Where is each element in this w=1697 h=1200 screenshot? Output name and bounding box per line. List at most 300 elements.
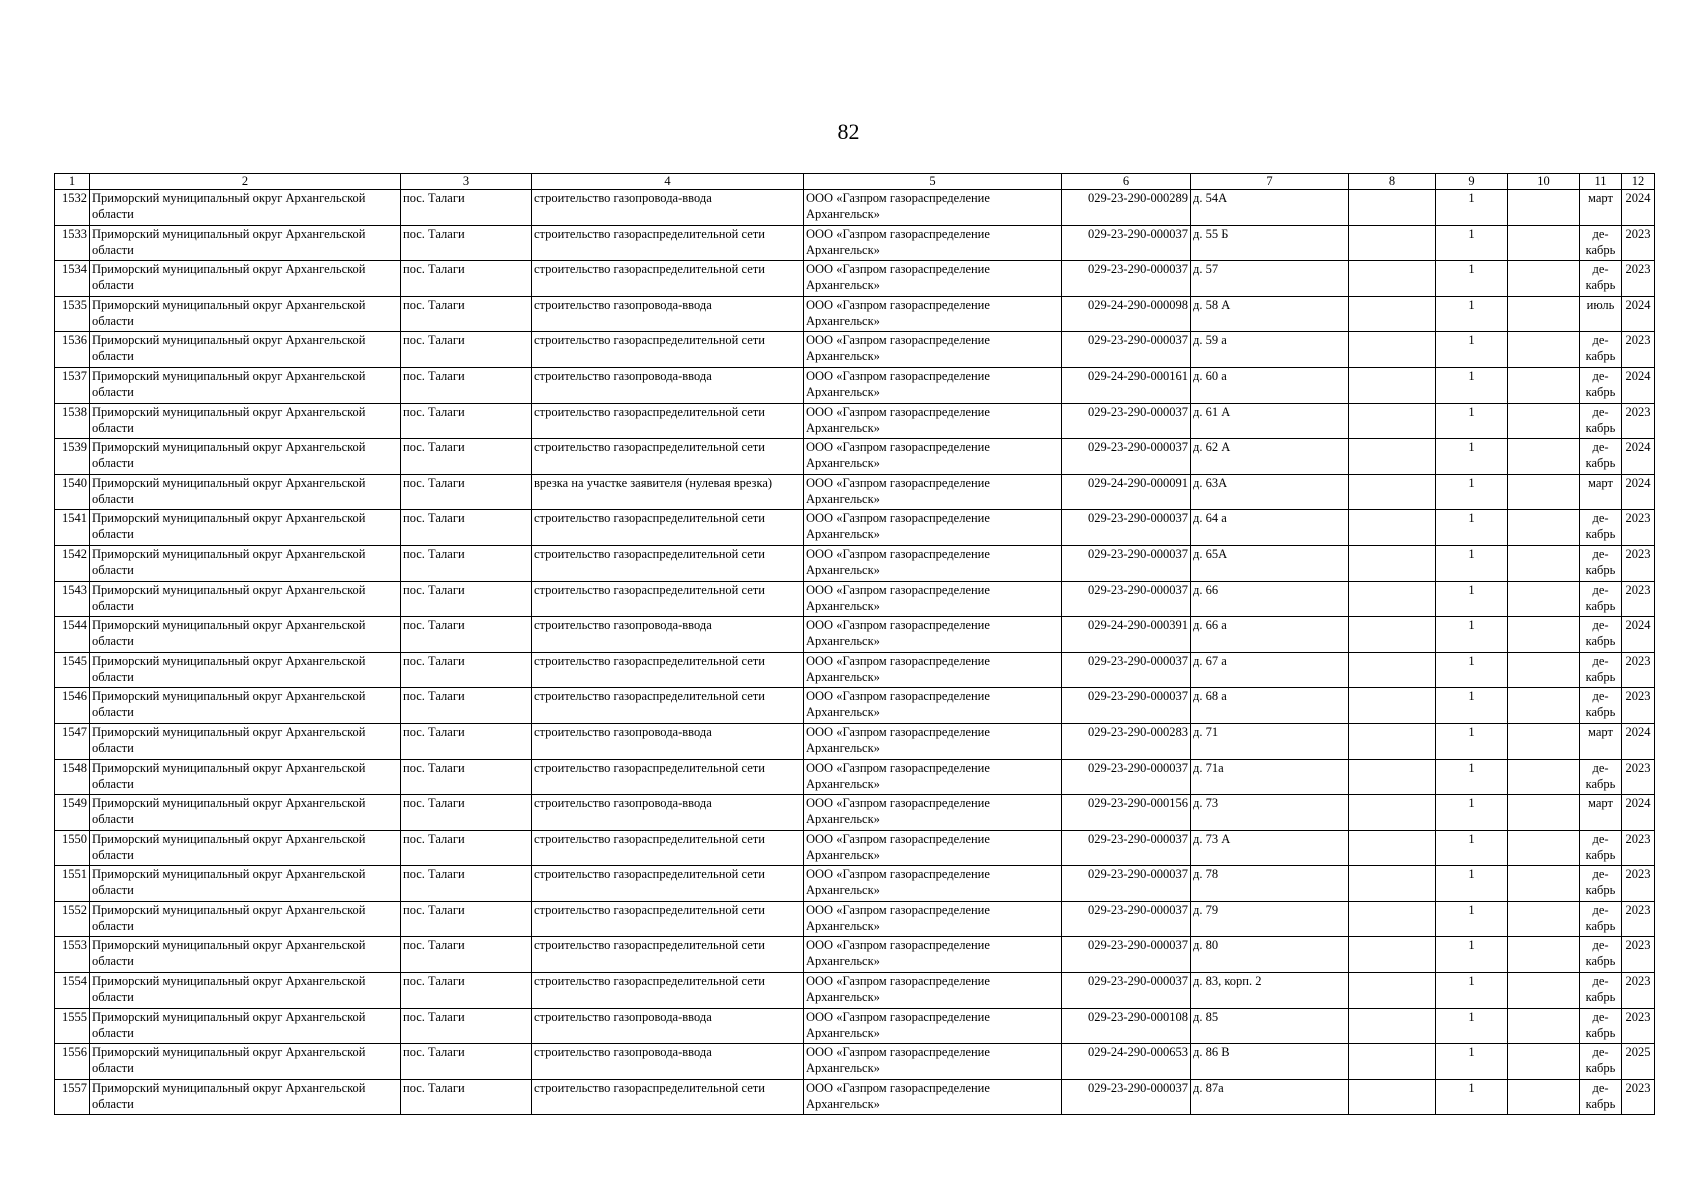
- settlement-cell: пос. Талаги: [401, 1044, 532, 1080]
- count-cell: 1: [1436, 901, 1508, 937]
- organization-cell: ООО «Газпром газораспределение Архангельск»: [804, 652, 1062, 688]
- month-cell: де-кабрь: [1580, 225, 1622, 261]
- settlement-cell: пос. Талаги: [401, 225, 532, 261]
- column-10-cell: [1508, 439, 1580, 475]
- work-type-cell: строительство газораспределительной сети: [532, 901, 804, 937]
- municipality-cell: Приморский муниципальный округ Архангельской области: [90, 759, 401, 795]
- application-code-cell: 029-23-290-000283: [1062, 723, 1191, 759]
- work-type-cell: строительство газораспределительной сети: [532, 830, 804, 866]
- address-cell: д. 62 А: [1191, 439, 1349, 475]
- address-cell: д. 80: [1191, 937, 1349, 973]
- table-body: [55, 190, 1655, 1115]
- work-type-cell: строительство газораспределительной сети: [532, 652, 804, 688]
- table-row: [55, 474, 1655, 510]
- organization-cell: ООО «Газпром газораспределение Архангельск»: [804, 1044, 1062, 1080]
- month-cell: де-кабрь: [1580, 1008, 1622, 1044]
- column-8-cell: [1349, 937, 1436, 973]
- municipality-cell: Приморский муниципальный округ Архангельской области: [90, 190, 401, 226]
- column-header-1: 1: [55, 174, 90, 190]
- application-code-cell: 029-23-290-000289: [1062, 190, 1191, 226]
- column-8-cell: [1349, 866, 1436, 902]
- organization-cell: ООО «Газпром газораспределение Архангельск»: [804, 367, 1062, 403]
- settlement-cell: пос. Талаги: [401, 261, 532, 297]
- column-8-cell: [1349, 367, 1436, 403]
- organization-cell: ООО «Газпром газораспределение Архангельск»: [804, 510, 1062, 546]
- year-cell: 2024: [1622, 190, 1655, 226]
- application-code-cell: 029-24-290-000098: [1062, 296, 1191, 332]
- column-8-cell: [1349, 1079, 1436, 1115]
- municipality-cell: Приморский муниципальный округ Архангельской области: [90, 581, 401, 617]
- settlement-cell: пос. Талаги: [401, 190, 532, 226]
- organization-cell: ООО «Газпром газораспределение Архангельск»: [804, 901, 1062, 937]
- row-number-cell: 1534: [55, 261, 90, 297]
- settlement-cell: пос. Талаги: [401, 617, 532, 653]
- application-code-cell: 029-23-290-000037: [1062, 866, 1191, 902]
- column-header-7: 7: [1191, 174, 1349, 190]
- month-cell: де-кабрь: [1580, 652, 1622, 688]
- organization-cell: ООО «Газпром газораспределение Архангельск»: [804, 688, 1062, 724]
- table-row: [55, 866, 1655, 902]
- municipality-cell: Приморский муниципальный округ Архангельской области: [90, 688, 401, 724]
- address-cell: д. 61 А: [1191, 403, 1349, 439]
- column-10-cell: [1508, 937, 1580, 973]
- month-cell: де-кабрь: [1580, 545, 1622, 581]
- column-10-cell: [1508, 759, 1580, 795]
- year-cell: 2023: [1622, 937, 1655, 973]
- month-cell: де-кабрь: [1580, 439, 1622, 475]
- settlement-cell: пос. Талаги: [401, 332, 532, 368]
- row-number-cell: 1547: [55, 723, 90, 759]
- table-row: [55, 1079, 1655, 1115]
- municipality-cell: Приморский муниципальный округ Архангельской области: [90, 652, 401, 688]
- count-cell: 1: [1436, 652, 1508, 688]
- column-8-cell: [1349, 652, 1436, 688]
- organization-cell: ООО «Газпром газораспределение Архангельск»: [804, 296, 1062, 332]
- count-cell: 1: [1436, 332, 1508, 368]
- organization-cell: ООО «Газпром газораспределение Архангельск»: [804, 830, 1062, 866]
- address-cell: д. 60 а: [1191, 367, 1349, 403]
- year-cell: 2023: [1622, 581, 1655, 617]
- settlement-cell: пос. Талаги: [401, 474, 532, 510]
- year-cell: 2024: [1622, 723, 1655, 759]
- month-cell: март: [1580, 723, 1622, 759]
- application-code-cell: 029-23-290-000037: [1062, 225, 1191, 261]
- settlement-cell: пос. Талаги: [401, 830, 532, 866]
- count-cell: 1: [1436, 937, 1508, 973]
- work-type-cell: строительство газопровода-ввода: [532, 617, 804, 653]
- year-cell: 2023: [1622, 332, 1655, 368]
- organization-cell: ООО «Газпром газораспределение Архангельск»: [804, 1008, 1062, 1044]
- column-8-cell: [1349, 332, 1436, 368]
- row-number-cell: 1551: [55, 866, 90, 902]
- application-code-cell: 029-23-290-000037: [1062, 937, 1191, 973]
- table-row: [55, 901, 1655, 937]
- row-number-cell: 1555: [55, 1008, 90, 1044]
- column-header-3: 3: [401, 174, 532, 190]
- work-type-cell: строительство газопровода-ввода: [532, 190, 804, 226]
- table-row: [55, 332, 1655, 368]
- address-cell: д. 58 А: [1191, 296, 1349, 332]
- column-10-cell: [1508, 545, 1580, 581]
- month-cell: де-кабрь: [1580, 510, 1622, 546]
- count-cell: 1: [1436, 403, 1508, 439]
- municipality-cell: Приморский муниципальный округ Архангельской области: [90, 1079, 401, 1115]
- address-cell: д. 65А: [1191, 545, 1349, 581]
- municipality-cell: Приморский муниципальный округ Архангельской области: [90, 1008, 401, 1044]
- column-10-cell: [1508, 866, 1580, 902]
- table-row: [55, 759, 1655, 795]
- municipality-cell: Приморский муниципальный округ Архангельской области: [90, 795, 401, 831]
- row-number-cell: 1541: [55, 510, 90, 546]
- settlement-cell: пос. Талаги: [401, 973, 532, 1009]
- count-cell: 1: [1436, 830, 1508, 866]
- column-8-cell: [1349, 759, 1436, 795]
- year-cell: 2023: [1622, 973, 1655, 1009]
- organization-cell: ООО «Газпром газораспределение Архангельск»: [804, 332, 1062, 368]
- address-cell: д. 66 а: [1191, 617, 1349, 653]
- column-8-cell: [1349, 973, 1436, 1009]
- table-row: [55, 795, 1655, 831]
- column-10-cell: [1508, 190, 1580, 226]
- count-cell: 1: [1436, 545, 1508, 581]
- row-number-cell: 1550: [55, 830, 90, 866]
- column-8-cell: [1349, 225, 1436, 261]
- column-8-cell: [1349, 403, 1436, 439]
- column-8-cell: [1349, 901, 1436, 937]
- organization-cell: ООО «Газпром газораспределение Архангельск»: [804, 937, 1062, 973]
- work-type-cell: строительство газопровода-ввода: [532, 1008, 804, 1044]
- column-8-cell: [1349, 510, 1436, 546]
- work-type-cell: строительство газораспределительной сети: [532, 581, 804, 617]
- row-number-cell: 1536: [55, 332, 90, 368]
- address-cell: д. 59 а: [1191, 332, 1349, 368]
- settlement-cell: пос. Талаги: [401, 510, 532, 546]
- application-code-cell: 029-23-290-000037: [1062, 403, 1191, 439]
- year-cell: 2023: [1622, 652, 1655, 688]
- month-cell: де-кабрь: [1580, 617, 1622, 653]
- column-10-cell: [1508, 261, 1580, 297]
- row-number-cell: 1553: [55, 937, 90, 973]
- application-code-cell: 029-23-290-000037: [1062, 545, 1191, 581]
- count-cell: 1: [1436, 1079, 1508, 1115]
- column-10-cell: [1508, 403, 1580, 439]
- table-row: [55, 190, 1655, 226]
- row-number-cell: 1542: [55, 545, 90, 581]
- month-cell: март: [1580, 795, 1622, 831]
- column-10-cell: [1508, 581, 1580, 617]
- column-header-9: 9: [1436, 174, 1508, 190]
- row-number-cell: 1546: [55, 688, 90, 724]
- year-cell: 2023: [1622, 403, 1655, 439]
- settlement-cell: пос. Талаги: [401, 403, 532, 439]
- organization-cell: ООО «Газпром газораспределение Архангельск»: [804, 617, 1062, 653]
- column-10-cell: [1508, 901, 1580, 937]
- table-row: [55, 403, 1655, 439]
- table-row: [55, 1008, 1655, 1044]
- count-cell: 1: [1436, 367, 1508, 403]
- column-10-cell: [1508, 1008, 1580, 1044]
- municipality-cell: Приморский муниципальный округ Архангельской области: [90, 225, 401, 261]
- column-header-11: 11: [1580, 174, 1622, 190]
- work-type-cell: строительство газораспределительной сети: [532, 973, 804, 1009]
- row-number-cell: 1539: [55, 439, 90, 475]
- row-number-cell: 1537: [55, 367, 90, 403]
- work-type-cell: строительство газораспределительной сети: [532, 403, 804, 439]
- municipality-cell: Приморский муниципальный округ Архангельской области: [90, 973, 401, 1009]
- year-cell: 2024: [1622, 367, 1655, 403]
- work-type-cell: строительство газопровода-ввода: [532, 1044, 804, 1080]
- column-8-cell: [1349, 474, 1436, 510]
- row-number-cell: 1535: [55, 296, 90, 332]
- table-row: [55, 652, 1655, 688]
- column-10-cell: [1508, 296, 1580, 332]
- settlement-cell: пос. Талаги: [401, 901, 532, 937]
- address-cell: д. 71а: [1191, 759, 1349, 795]
- table-row: [55, 1044, 1655, 1080]
- application-code-cell: 029-23-290-000037: [1062, 581, 1191, 617]
- count-cell: 1: [1436, 190, 1508, 226]
- column-header-12: 12: [1622, 174, 1655, 190]
- work-type-cell: строительство газораспределительной сети: [532, 225, 804, 261]
- column-8-cell: [1349, 795, 1436, 831]
- application-code-cell: 029-24-290-000653: [1062, 1044, 1191, 1080]
- municipality-cell: Приморский муниципальный округ Архангельской области: [90, 510, 401, 546]
- municipality-cell: Приморский муниципальный округ Архангельской области: [90, 937, 401, 973]
- organization-cell: ООО «Газпром газораспределение Архангельск»: [804, 723, 1062, 759]
- settlement-cell: пос. Талаги: [401, 367, 532, 403]
- count-cell: 1: [1436, 973, 1508, 1009]
- year-cell: 2023: [1622, 866, 1655, 902]
- count-cell: 1: [1436, 510, 1508, 546]
- work-type-cell: строительство газораспределительной сети: [532, 759, 804, 795]
- application-code-cell: 029-24-290-000391: [1062, 617, 1191, 653]
- settlement-cell: пос. Талаги: [401, 759, 532, 795]
- count-cell: 1: [1436, 1044, 1508, 1080]
- month-cell: де-кабрь: [1580, 830, 1622, 866]
- work-type-cell: строительство газопровода-ввода: [532, 367, 804, 403]
- month-cell: де-кабрь: [1580, 261, 1622, 297]
- settlement-cell: пос. Талаги: [401, 795, 532, 831]
- table-row: [55, 830, 1655, 866]
- column-8-cell: [1349, 439, 1436, 475]
- organization-cell: ООО «Газпром газораспределение Архангельск»: [804, 795, 1062, 831]
- column-10-cell: [1508, 723, 1580, 759]
- year-cell: 2023: [1622, 1079, 1655, 1115]
- municipality-cell: Приморский муниципальный округ Архангельской области: [90, 866, 401, 902]
- table-row: [55, 581, 1655, 617]
- column-10-cell: [1508, 973, 1580, 1009]
- month-cell: де-кабрь: [1580, 403, 1622, 439]
- municipality-cell: Приморский муниципальный округ Архангельской области: [90, 901, 401, 937]
- table-row: [55, 510, 1655, 546]
- row-number-cell: 1556: [55, 1044, 90, 1080]
- table-row: [55, 937, 1655, 973]
- settlement-cell: пос. Талаги: [401, 1079, 532, 1115]
- month-cell: де-кабрь: [1580, 866, 1622, 902]
- month-cell: де-кабрь: [1580, 973, 1622, 1009]
- year-cell: 2025: [1622, 1044, 1655, 1080]
- column-8-cell: [1349, 581, 1436, 617]
- settlement-cell: пос. Талаги: [401, 581, 532, 617]
- address-cell: д. 79: [1191, 901, 1349, 937]
- month-cell: де-кабрь: [1580, 688, 1622, 724]
- work-type-cell: врезка на участке заявителя (нулевая врезка): [532, 474, 804, 510]
- table-row: [55, 225, 1655, 261]
- column-10-cell: [1508, 474, 1580, 510]
- year-cell: 2023: [1622, 688, 1655, 724]
- month-cell: де-кабрь: [1580, 759, 1622, 795]
- application-code-cell: 029-23-290-000037: [1062, 261, 1191, 297]
- column-8-cell: [1349, 1008, 1436, 1044]
- row-number-cell: 1548: [55, 759, 90, 795]
- year-cell: 2023: [1622, 225, 1655, 261]
- municipality-cell: Приморский муниципальный округ Архангельской области: [90, 723, 401, 759]
- application-code-cell: 029-24-290-000091: [1062, 474, 1191, 510]
- year-cell: 2024: [1622, 474, 1655, 510]
- application-code-cell: 029-23-290-000037: [1062, 688, 1191, 724]
- count-cell: 1: [1436, 617, 1508, 653]
- month-cell: де-кабрь: [1580, 332, 1622, 368]
- settlement-cell: пос. Талаги: [401, 937, 532, 973]
- address-cell: д. 57: [1191, 261, 1349, 297]
- year-cell: 2023: [1622, 830, 1655, 866]
- column-number-row: [55, 174, 1655, 190]
- column-10-cell: [1508, 652, 1580, 688]
- work-type-cell: строительство газораспределительной сети: [532, 332, 804, 368]
- column-10-cell: [1508, 510, 1580, 546]
- application-code-cell: 029-23-290-000037: [1062, 901, 1191, 937]
- address-cell: д. 71: [1191, 723, 1349, 759]
- column-8-cell: [1349, 1044, 1436, 1080]
- year-cell: 2023: [1622, 1008, 1655, 1044]
- column-header-5: 5: [804, 174, 1062, 190]
- application-code-cell: 029-23-290-000037: [1062, 1079, 1191, 1115]
- month-cell: де-кабрь: [1580, 1079, 1622, 1115]
- year-cell: 2023: [1622, 901, 1655, 937]
- organization-cell: ООО «Газпром газораспределение Архангельск»: [804, 581, 1062, 617]
- month-cell: июль: [1580, 296, 1622, 332]
- municipality-cell: Приморский муниципальный округ Архангельской области: [90, 830, 401, 866]
- column-10-cell: [1508, 795, 1580, 831]
- address-cell: д. 85: [1191, 1008, 1349, 1044]
- column-8-cell: [1349, 296, 1436, 332]
- address-cell: д. 78: [1191, 866, 1349, 902]
- address-cell: д. 87а: [1191, 1079, 1349, 1115]
- address-cell: д. 68 а: [1191, 688, 1349, 724]
- column-8-cell: [1349, 830, 1436, 866]
- address-cell: д. 64 а: [1191, 510, 1349, 546]
- count-cell: 1: [1436, 439, 1508, 475]
- table-row: [55, 723, 1655, 759]
- count-cell: 1: [1436, 723, 1508, 759]
- column-10-cell: [1508, 1044, 1580, 1080]
- column-10-cell: [1508, 617, 1580, 653]
- municipality-cell: Приморский муниципальный округ Архангельской области: [90, 1044, 401, 1080]
- organization-cell: ООО «Газпром газораспределение Архангельск»: [804, 759, 1062, 795]
- application-code-cell: 029-23-290-000037: [1062, 652, 1191, 688]
- table-row: [55, 367, 1655, 403]
- settlement-cell: пос. Талаги: [401, 652, 532, 688]
- month-cell: де-кабрь: [1580, 1044, 1622, 1080]
- count-cell: 1: [1436, 688, 1508, 724]
- page-number: 82: [837, 119, 860, 144]
- column-10-cell: [1508, 225, 1580, 261]
- column-header-10: 10: [1508, 174, 1580, 190]
- municipality-cell: Приморский муниципальный округ Архангельской области: [90, 439, 401, 475]
- work-type-cell: строительство газораспределительной сети: [532, 866, 804, 902]
- row-number-cell: 1532: [55, 190, 90, 226]
- column-header-2: 2: [90, 174, 401, 190]
- application-code-cell: 029-23-290-000037: [1062, 510, 1191, 546]
- work-type-cell: строительство газораспределительной сети: [532, 1079, 804, 1115]
- month-cell: де-кабрь: [1580, 901, 1622, 937]
- count-cell: 1: [1436, 795, 1508, 831]
- row-number-cell: 1552: [55, 901, 90, 937]
- row-number-cell: 1533: [55, 225, 90, 261]
- column-8-cell: [1349, 261, 1436, 297]
- municipality-cell: Приморский муниципальный округ Архангельской области: [90, 545, 401, 581]
- row-number-cell: 1557: [55, 1079, 90, 1115]
- column-header-8: 8: [1349, 174, 1436, 190]
- settlement-cell: пос. Талаги: [401, 1008, 532, 1044]
- row-number-cell: 1544: [55, 617, 90, 653]
- address-cell: д. 55 Б: [1191, 225, 1349, 261]
- count-cell: 1: [1436, 474, 1508, 510]
- settlement-cell: пос. Талаги: [401, 688, 532, 724]
- column-8-cell: [1349, 723, 1436, 759]
- column-header-6: 6: [1062, 174, 1191, 190]
- count-cell: 1: [1436, 261, 1508, 297]
- month-cell: де-кабрь: [1580, 367, 1622, 403]
- organization-cell: ООО «Газпром газораспределение Архангельск»: [804, 545, 1062, 581]
- address-cell: д. 54А: [1191, 190, 1349, 226]
- municipality-cell: Приморский муниципальный округ Архангельской области: [90, 332, 401, 368]
- year-cell: 2024: [1622, 795, 1655, 831]
- settlement-cell: пос. Талаги: [401, 439, 532, 475]
- count-cell: 1: [1436, 759, 1508, 795]
- table-row: [55, 973, 1655, 1009]
- municipality-cell: Приморский муниципальный округ Архангельской области: [90, 403, 401, 439]
- organization-cell: ООО «Газпром газораспределение Архангельск»: [804, 866, 1062, 902]
- count-cell: 1: [1436, 296, 1508, 332]
- work-type-cell: строительство газопровода-ввода: [532, 296, 804, 332]
- count-cell: 1: [1436, 225, 1508, 261]
- column-8-cell: [1349, 617, 1436, 653]
- organization-cell: ООО «Газпром газораспределение Архангельск»: [804, 225, 1062, 261]
- column-10-cell: [1508, 367, 1580, 403]
- count-cell: 1: [1436, 1008, 1508, 1044]
- municipality-cell: Приморский муниципальный округ Архангельской области: [90, 474, 401, 510]
- application-code-cell: 029-23-290-000037: [1062, 830, 1191, 866]
- table-row: [55, 617, 1655, 653]
- count-cell: 1: [1436, 581, 1508, 617]
- organization-cell: ООО «Газпром газораспределение Архангельск»: [804, 261, 1062, 297]
- application-code-cell: 029-23-290-000037: [1062, 332, 1191, 368]
- application-code-cell: 029-23-290-000037: [1062, 973, 1191, 1009]
- application-code-cell: 029-23-290-000037: [1062, 759, 1191, 795]
- row-number-cell: 1540: [55, 474, 90, 510]
- settlement-cell: пос. Талаги: [401, 866, 532, 902]
- row-number-cell: 1545: [55, 652, 90, 688]
- table-row: [55, 545, 1655, 581]
- organization-cell: ООО «Газпром газораспределение Архангельск»: [804, 190, 1062, 226]
- column-10-cell: [1508, 332, 1580, 368]
- month-cell: де-кабрь: [1580, 937, 1622, 973]
- registry-table: [54, 173, 1655, 1115]
- column-header-4: 4: [532, 174, 804, 190]
- year-cell: 2023: [1622, 510, 1655, 546]
- address-cell: д. 67 а: [1191, 652, 1349, 688]
